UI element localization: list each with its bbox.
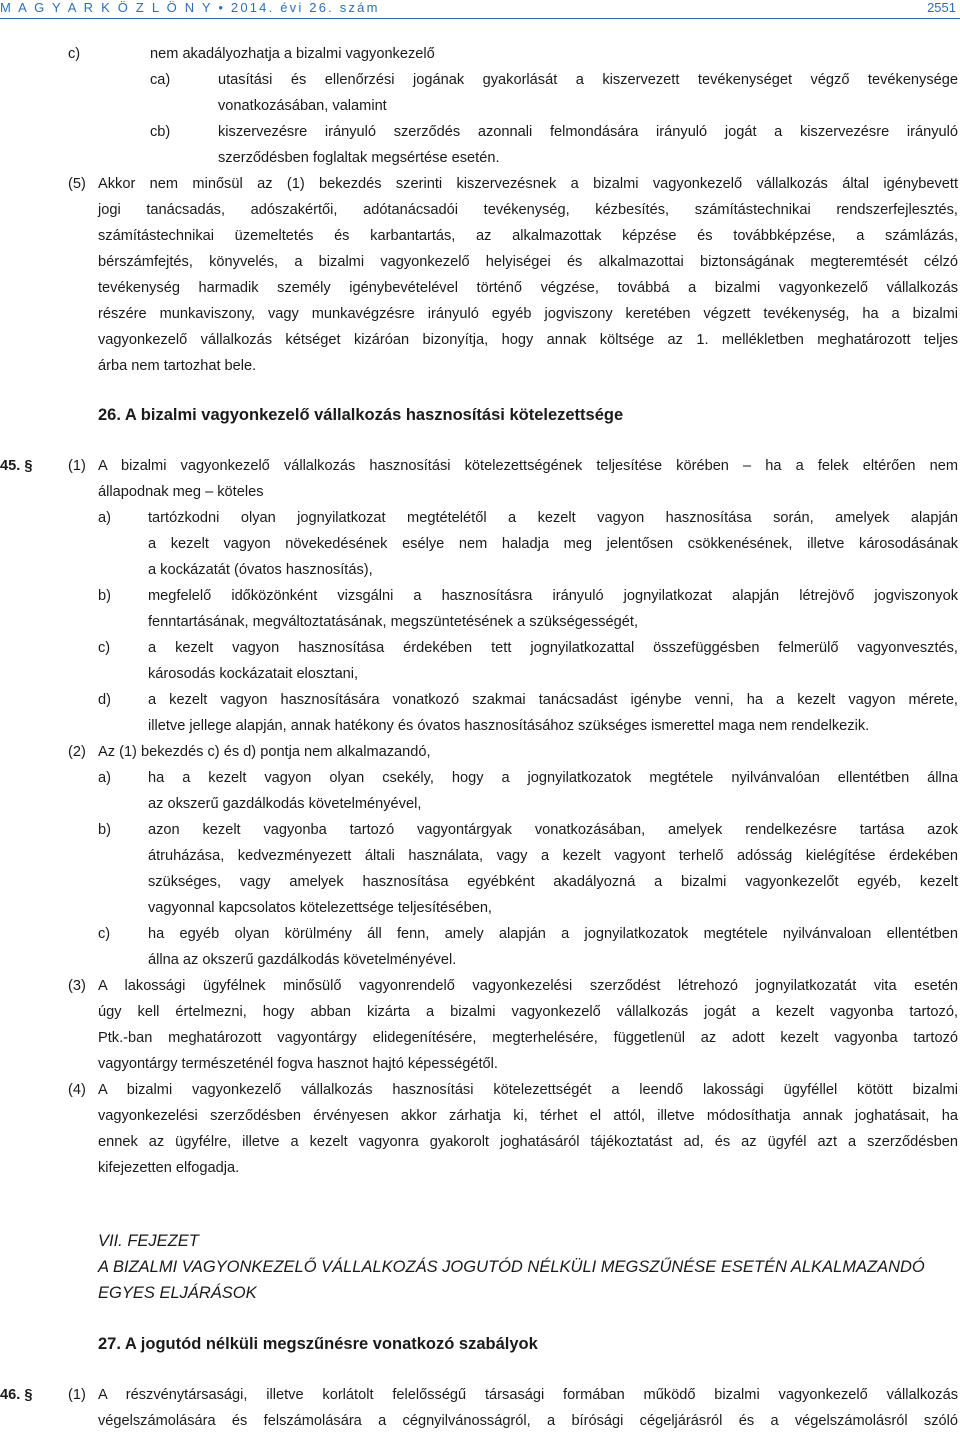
item-a-line: tartózkodni olyan jognyilatkozat megtételétől a kezelt vagyon hasznosítása során, amelyek alapján — [148, 510, 958, 526]
item-b-line: megfelelő időközönként vizsgálni a hasznosításra irányuló jognyilatkozat alapján létrejövő jogviszonyok — [148, 588, 958, 604]
para45-3-line: Ptk.-ban meghatározott vagyontárgy elidegenítésére, megterhelésére, függetlenül az adott kezelt vagyonba tartozó — [98, 1030, 958, 1046]
section-mark-45: 45. § — [0, 458, 33, 474]
para-label-3: (3) — [68, 978, 86, 994]
journal-title: M A G Y A R K Ö Z L Ö N Y • 2014. évi 26. szám — [0, 0, 380, 15]
item-c-line: állna az okszerű gazdálkodás követelményével. — [148, 952, 457, 968]
item-a-line: ha a kezelt vagyon olyan csekély, hogy a jognyilatkozatok megtétele nyilvánvalóan ellentétben állna — [148, 770, 958, 786]
item-a-line: a kockázatát (óvatos hasznosítás), — [148, 562, 373, 578]
header-rule — [0, 18, 960, 19]
para-label-4: (4) — [68, 1082, 86, 1098]
item-b-line: azon kezelt vagyonba tartozó vagyontárgyak vonatkozásában, amelyek rendelkezésre tartása azok — [148, 822, 958, 838]
para5-line: Akkor nem minősül az (1) bekezdés szerinti kiszervezésnek a bizalmi vagyonkezelő vállalkozás által igénybevett — [98, 176, 958, 192]
para45-4-line: A bizalmi vagyonkezelő vállalkozás hasznosítási kötelezettségét a leendő lakossági ügyféllel kötött bizalmi — [98, 1082, 958, 1098]
item-label-b: b) — [98, 588, 111, 604]
item-label-c: c) — [98, 926, 111, 942]
item-b-line: fenntartásának, megváltoztatásának, megszüntetésének a szükségességét, — [148, 614, 638, 630]
item-d-line: illetve jellege alapján, annak hatékony és óvatos hasznosításához szükséges ismerettel maga nem rendelkezik. — [148, 718, 870, 734]
para45-3-line: A lakossági ügyfélnek minősülő vagyonrendelő vagyonkezelési szerződést létrehozó jognyilatkozatát vita esetén — [98, 978, 958, 994]
item-a-line: az okszerű gazdálkodás követelményével, — [148, 796, 422, 812]
para46-1-line: A részvénytársasági, illetve korlátolt felelősségű társasági formában működő bizalmi vagyonkezelő vállalkozás — [98, 1387, 958, 1403]
para45-3-line: vagyontárgy természeténél fogva hasznot hajtó képességétől. — [98, 1056, 498, 1072]
item-label-b: b) — [98, 822, 111, 838]
para5-line: vagyonkezelő vállalkozás kétséget kizáróan bizonyítja, hogy annak költsége az 1. mellékletben meghatározott teljes — [98, 332, 958, 348]
para45-4-line: kifejezetten elfogadja. — [98, 1160, 240, 1176]
item-b-line: szükséges, vagy amelyek hasznosítása egyébként akadályozná a bizalmi vagyonkezelőt egyéb, kezelt — [148, 874, 958, 890]
para45-1-line: A bizalmi vagyonkezelő vállalkozás hasznosítási kötelezettségének teljesítése körében – ha a felek eltérően nem — [98, 458, 958, 474]
para-label-1: (1) — [68, 1387, 86, 1403]
item-b-line: átruházása, kedvezményezett általi használata, vagy a kezelt vagyont terhelő adósság kielégítése érdekében — [148, 848, 958, 864]
para45-1-line: állapodnak meg – köteles — [98, 484, 264, 500]
page-header — [0, 0, 960, 16]
item-c-line: ha egyéb olyan körülmény áll fenn, amely alapján a jognyilatkozatok megtétele nyilvánvaloan ellentétben — [148, 926, 958, 942]
item-text-ca-line: vonatkozásában, valamint — [218, 98, 387, 114]
chapter-title-line: A BIZALMI VAGYONKEZELŐ VÁLLALKOZÁS JOGUTÓD NÉLKÜLI MEGSZŰNÉSE ESETÉN ALKALMAZANDÓ — [98, 1258, 925, 1276]
para46-1-line: végelszámolására és felszámolására a cégnyilvánosságról, a bírósági cégeljárásról és a végelszámolásról szóló — [98, 1413, 958, 1429]
para5-line: számítástechnikai üzemeltetés és karbantartás, az alkalmazottak képzése és továbbképzése, a számlázás, — [98, 228, 958, 244]
item-a-line: a kezelt vagyon növekedésének esélye nem haladja meg jelentősen csökkenésének, illetve károsodásának — [148, 536, 958, 552]
item-label-d: d) — [98, 692, 111, 708]
item-text-ca-line: utasítási és ellenőrzési jogának gyakorlását a kiszervezett tevékenységet végző tevékenysége — [218, 72, 958, 88]
item-c-line: károsodás kockázatait elosztani, — [148, 666, 359, 682]
para5-line: részére munkaviszony, vagy munkavégzésre irányuló egyéb jogviszony keretében végzett tevékenység, ha a bizalmi — [98, 306, 958, 322]
para45-3-line: úgy kell értelmezni, hogy abban kizárta a bizalmi vagyonkezelő vállalkozás jogát a kezelt vagyonba tartozó, — [98, 1004, 958, 1020]
item-label-a: a) — [98, 510, 111, 526]
para-label-1: (1) — [68, 458, 86, 474]
item-label-cb: cb) — [150, 124, 171, 140]
item-text-c: nem akadályozhatja a bizalmi vagyonkezelő — [150, 46, 435, 62]
item-b-line: vagyonnal kapcsolatos kötelezettsége teljesítésében, — [148, 900, 492, 916]
item-d-line: a kezelt vagyon hasznosítására vonatkozó szakmai tanácsadást igénybe venni, ha a kezelt vagyon mérete, — [148, 692, 958, 708]
item-text-cb-line: kiszervezésre irányuló szerződés azonnali felmondására irányuló jogát a kiszervezésre irányuló — [218, 124, 958, 140]
section-heading-27: 27. A jogutód nélküli megszűnésre vonatkozó szabályok — [98, 1335, 538, 1353]
para5-line: bérszámfejtés, könyvelés, a bizalmi vagyonkezelő helyiségei és alkalmazottai biztonságának megteremtését célzó — [98, 254, 958, 270]
item-c-line: a kezelt vagyon hasznosítása érdekében tett jognyilatkozattal összefüggésben felmerülő vagyonvesztés, — [148, 640, 958, 656]
item-label-a: a) — [98, 770, 111, 786]
para5-line: árba nem tartozhat bele. — [98, 358, 257, 374]
item-label-ca: ca) — [150, 72, 171, 88]
item-text-cb-line: szerződésben foglaltak megsértése esetén. — [218, 150, 500, 166]
item-label-c: c) — [68, 46, 81, 62]
chapter-title-line: EGYES ELJÁRÁSOK — [98, 1284, 257, 1302]
item-label-c: c) — [98, 640, 111, 656]
para45-4-line: ennek az ügyfélre, illetve a kezelt vagyonra gyakorolt joghatásáról tájékoztatást ad, és az ügyfél azt a szerződésben — [98, 1134, 958, 1150]
section-heading-26: 26. A bizalmi vagyonkezelő vállalkozás hasznosítási kötelezettsége — [98, 406, 624, 424]
section-mark-46: 46. § — [0, 1387, 33, 1403]
para5-line: tevékenység harmadik személy igénybevételével történő végzése, továbbá a bizalmi vagyonkezelő vállalkozás — [98, 280, 958, 296]
para45-2-line: Az (1) bekezdés c) és d) pontja nem alkalmazandó, — [98, 744, 431, 760]
para-label-2: (2) — [68, 744, 86, 760]
chapter-number: VII. FEJEZET — [98, 1232, 199, 1250]
page-number: 2551 — [927, 0, 956, 15]
para45-4-line: vagyonkezelési szerződésben érvényesen akkor zárhatja ki, térhet el attól, illetve módosíthatja annak joghatásait, ha — [98, 1108, 958, 1124]
para-label-5: (5) — [68, 176, 86, 192]
para5-line: jogi tanácsadás, adószakértői, adótanácsadói tevékenység, kézbesítés, számítástechnikai rendszerfejlesztés, — [98, 202, 958, 218]
